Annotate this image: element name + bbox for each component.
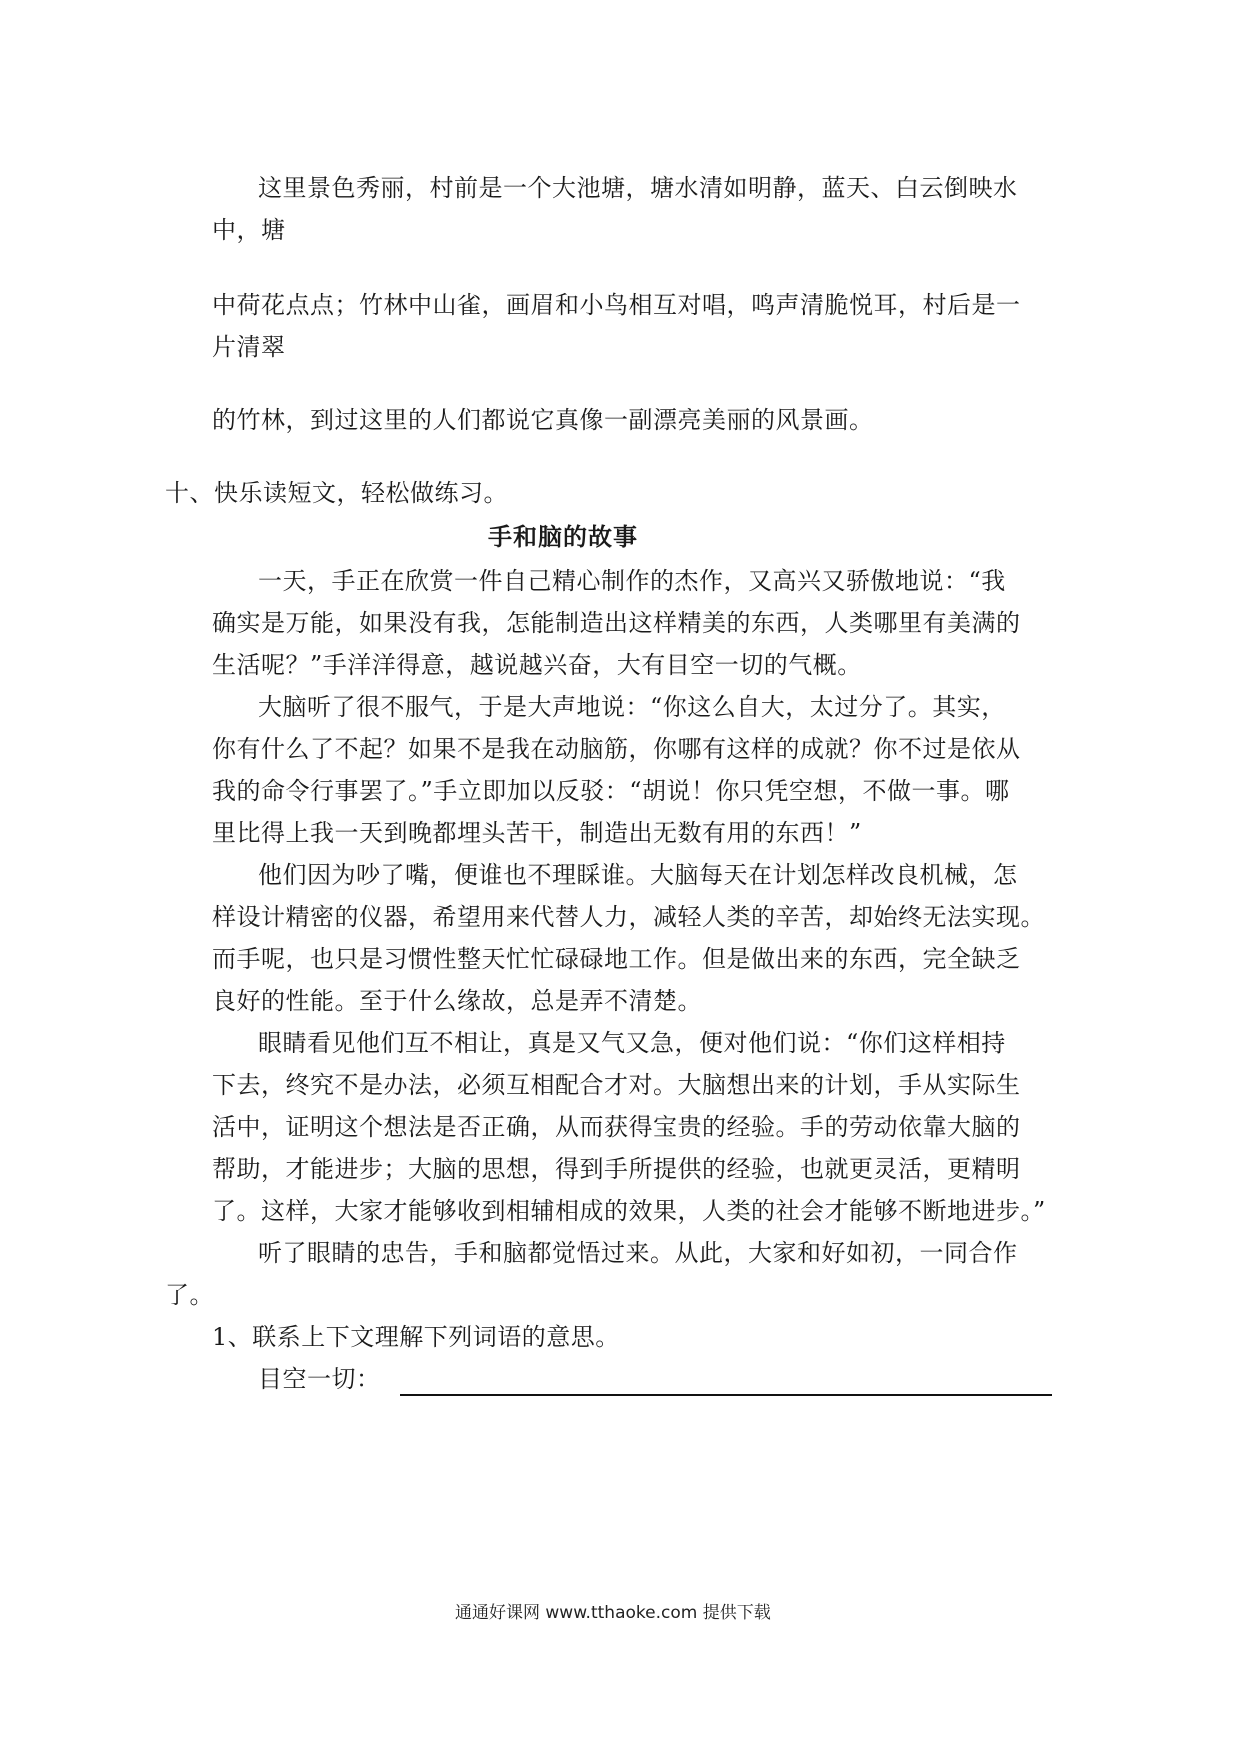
story-line: 下去，终究不是办法，必须互相配合才对。大脑想出来的计划，手从实际生 (212, 1071, 1021, 1099)
story-line: 了。 (165, 1281, 214, 1309)
story-line: 生活呢？”手洋洋得意，越说越兴奋，大有目空一切的气概。 (212, 651, 862, 679)
story-line: 确实是万能，如果没有我，怎能制造出这样精美的东西，人类哪里有美满的 (212, 609, 1021, 637)
story-line: 里比得上我一天到晚都埋头苦干，制造出无数有用的东西！” (212, 819, 862, 847)
story-line: 他们因为吵了嘴，便谁也不理睬谁。大脑每天在计划怎样改良机械，怎 (258, 861, 1018, 889)
story-line: 样设计精密的仪器，希望用来代替人力，减轻人类的辛苦，却始终无法实现。 (212, 903, 1045, 931)
footer-credit: 通通好课网 www.tthaoke.com 提供下载 (455, 1603, 771, 1623)
story-line: 你有什么了不起？如果不是我在动脑筋，你哪有这样的成就？你不过是依从 (212, 735, 1021, 763)
word-label: 目空一切： (258, 1365, 381, 1393)
story-line: 眼睛看见他们互不相让，真是又气又急，便对他们说：“你们这样相持 (258, 1029, 1006, 1057)
story-line: 而手呢，也只是习惯性整天忙忙碌碌地工作。但是做出来的东西，完全缺乏 (212, 945, 1021, 973)
story-title: 手和脑的故事 (488, 522, 638, 551)
paragraph-line: 中荷花点点；竹林中山雀，画眉和小鸟相互对唱，鸣声清脆悦耳，村后是一 (212, 291, 1021, 319)
story-line: 活中，证明这个想法是否正确，从而获得宝贵的经验。手的劳动依靠大脑的 (212, 1113, 1021, 1141)
paragraph-line: 中，塘 (212, 216, 286, 244)
question-1: 1、联系上下文理解下列词语的意思。 (212, 1323, 620, 1351)
paragraph-line: 片清翠 (212, 333, 286, 361)
story-line: 听了眼睛的忠告，手和脑都觉悟过来。从此，大家和好如初，一同合作 (258, 1239, 1018, 1267)
story-line: 了。这样，大家才能够收到相辅相成的效果，人类的社会才能够不断地进步。” (212, 1197, 1046, 1225)
story-line: 我的命令行事罢了。”手立即加以反驳：“胡说！你只凭空想，不做一事。哪 (212, 777, 1010, 805)
paragraph-line: 的竹林，到过这里的人们都说它真像一副漂亮美丽的风景画。 (212, 406, 874, 434)
story-line: 帮助，才能进步；大脑的思想，得到手所提供的经验，也就更灵活，更精明 (212, 1155, 1021, 1183)
section-heading: 十、快乐读短文，轻松做练习。 (165, 479, 508, 507)
answer-blank[interactable] (400, 1394, 1052, 1396)
story-line: 良好的性能。至于什么缘故，总是弄不清楚。 (212, 987, 702, 1015)
story-line: 大脑听了很不服气，于是大声地说：“你这么自大，太过分了。其实， (258, 693, 1006, 721)
story-line: 一天，手正在欣赏一件自己精心制作的杰作，又高兴又骄傲地说：“我 (258, 567, 1006, 595)
paragraph-line: 这里景色秀丽，村前是一个大池塘，塘水清如明静，蓝天、白云倒映水 (258, 174, 1018, 202)
